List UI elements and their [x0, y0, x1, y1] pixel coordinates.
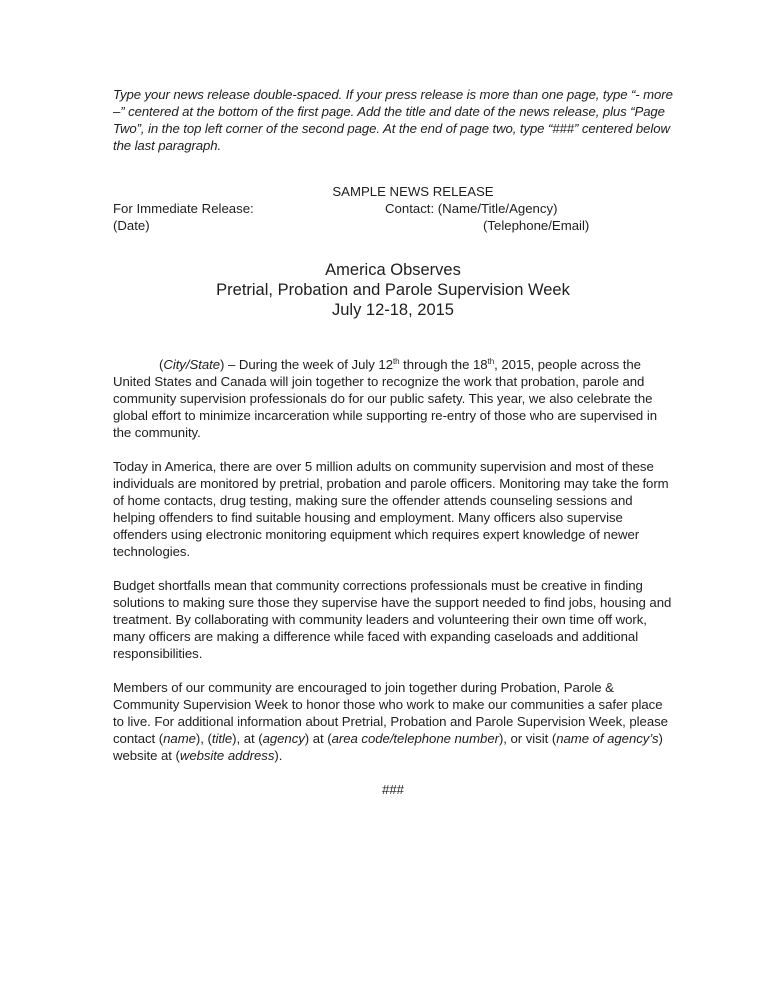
paragraph-supervision-stats: Today in America, there are over 5 million adults on community supervision and most of these individuals are monitored by pretrial, probation and parole officers. Monitoring may take the form of home contacts, drug testing, making sure the offender attends counseling sessions and helping offenders to find suitable housing and employment. Many officers also supervise offenders using electronic monitoring equipment which requires expert knowledge of newer technologies.: [113, 459, 669, 559]
title-placeholder: title: [211, 731, 233, 746]
paragraph-contact-info: [113, 679, 673, 764]
name-placeholder: name: [163, 731, 196, 746]
immediate-release-label: For Immediate Release:: [113, 201, 254, 216]
text-run: (: [159, 357, 164, 372]
text-run: ).: [274, 748, 283, 763]
ordinal-suffix: th: [392, 357, 400, 366]
news-release-page: [113, 86, 673, 798]
text-run: through the 18: [399, 357, 488, 372]
text-run: ), at (: [232, 731, 263, 746]
phone-placeholder: area code/telephone number: [331, 731, 499, 746]
text-run: ), (: [195, 731, 212, 746]
release-header: [113, 171, 673, 237]
title-line-1: America Observes: [325, 261, 461, 279]
title-line-2: Pretrial, Probation and Parole Supervision Week: [216, 281, 570, 299]
city-state-placeholder: City/State: [163, 357, 221, 372]
website-placeholder: website address: [179, 748, 275, 763]
agency-placeholder: agency: [262, 731, 305, 746]
text-run: ) – During the week of July 12: [220, 357, 393, 372]
ordinal-suffix: th: [487, 357, 495, 366]
contact-phone-email: (Telephone/Email): [483, 218, 590, 233]
date-placeholder: (Date): [113, 218, 150, 233]
contact-line: Contact: (Name/Title/Agency): [385, 201, 558, 216]
text-run: ) website at (: [113, 731, 663, 763]
title-line-3: July 12-18, 2015: [331, 301, 454, 319]
text-run: ) at (: [304, 731, 332, 746]
text-run: ), or visit (: [498, 731, 557, 746]
sample-news-release-label: SAMPLE NEWS RELEASE: [332, 184, 494, 199]
text-run: Members of our community are encouraged to join together during Probation, Parole & Community Supervision Week to honor those who work to make our communities a safer place to live. For additional information about Pretrial, Probation and Parole Supervision Week, please contact (: [113, 680, 668, 746]
end-mark: ###: [381, 782, 404, 797]
release-title: [113, 260, 673, 320]
agency-name-placeholder: name of agency’s: [556, 731, 659, 746]
paragraph-intro: [113, 356, 673, 441]
instructions-text: Type your news release double-spaced. If your press release is more than one page, type “- more –” centered at the bottom of the first page. Add the title and date of the news release, plus “Page Two”, in the top left corner of the second page. At the end of page two, type “###” centered below the last paragraph.: [113, 87, 673, 153]
release-info: [113, 200, 254, 234]
paragraph-budget: Budget shortfalls mean that community corrections professionals must be creative in finding solutions to making sure those they supervise have the support needed to find jobs, housing and treatment. By collaborating with community leaders and volunteering their own time off work, many officers are making a difference while faced with expanding caseloads and additional responsibilities.: [113, 578, 672, 661]
text-run: , 2015, people across the United States and Canada will join together to recognize the work that probation, parole and community supervision professionals do for our public safety. This year, we also celebrate the global effort to minimize incarceration while supporting re-entry of those who are supervised in the community.: [113, 357, 657, 440]
